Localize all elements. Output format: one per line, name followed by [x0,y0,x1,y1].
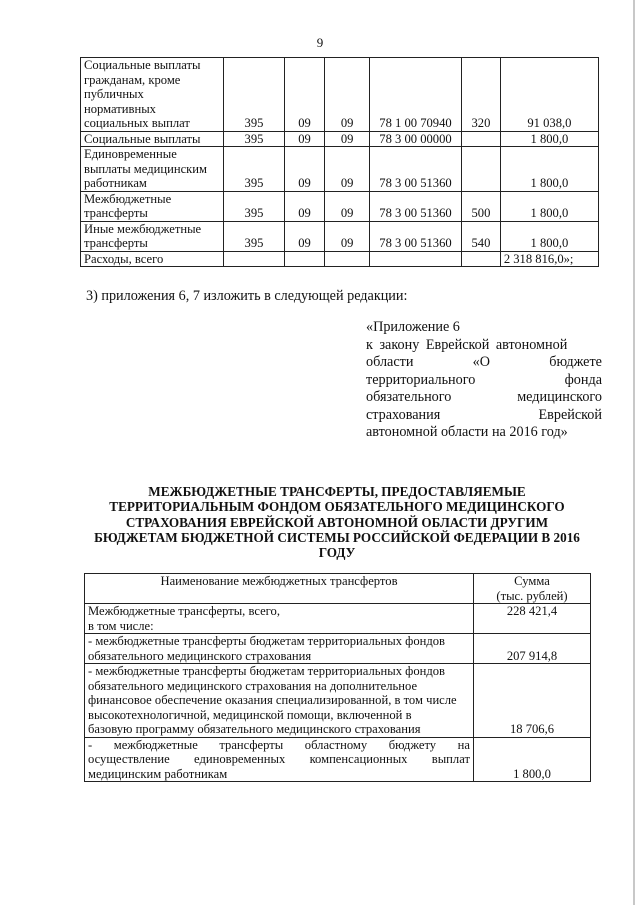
word: межбюджетные [113,737,198,752]
transfer-name-line: в том числе: [88,618,154,633]
section-code: 09 [284,147,325,192]
appendix-word: Еврейской [538,406,602,423]
total-label: Расходы, всего [81,251,224,267]
word: областному [304,737,368,752]
row-name-line: выплаты медицинским [84,161,207,176]
row-name [81,191,224,221]
appendix-word: фонда [564,371,602,388]
transfer-name-line [88,738,470,753]
transfer-name [85,737,474,782]
row-name-line: публичных [84,87,144,101]
appendix-word: области [366,354,414,370]
empty-cell [369,251,461,267]
subsection-code: 09 [325,147,370,192]
row-name-line: Социальные выплаты [84,131,201,146]
appendix-line [366,389,602,407]
transfer-name [85,604,474,634]
appendix-heading [366,319,602,442]
admin-code: 395 [224,147,284,192]
expense-type-code: 540 [462,221,501,251]
table-row [81,221,599,251]
expense-type-code: 320 [462,58,501,132]
appendix-word: обязательного [366,389,452,405]
appendix-word: «О [472,354,491,370]
empty-cell [224,251,284,267]
word: осуществление [88,752,170,766]
amount: 1 800,0 [500,221,598,251]
table-row [81,58,599,132]
subsection-code: 09 [325,58,370,132]
appendix-word: страхования [366,406,441,423]
expense-type-code: 500 [462,191,501,221]
admin-code: 395 [224,58,284,132]
target-code: 78 1 00 70940 [369,58,461,132]
transfer-name [85,634,474,664]
transfer-name-line: высокотехнологичной, медицинской помощи, включенной в [88,707,412,722]
header-sum-unit: (тыс. рублей) [496,588,568,603]
appendix-line [366,407,602,425]
row-name-line: трансферты [84,236,148,250]
empty-cell [284,251,325,267]
header-sum [474,574,591,604]
scan-edge-line [633,0,635,905]
total-row [81,251,599,267]
section-title [84,484,590,560]
transfer-amount: 228 421,4 [474,604,591,634]
amount: 1 800,0 [500,147,598,192]
word: - [88,737,93,752]
section-code: 09 [284,191,325,221]
row-name-line: нормативных [84,101,156,116]
word: выплат [431,752,470,766]
total-amount: 2 318 816,0»; [500,251,598,267]
section-code: 09 [284,131,325,147]
empty-cell [325,251,370,267]
expense-type-code [462,131,501,147]
table-row [85,604,591,634]
section-code: 09 [284,221,325,251]
appendix-word: медицинского [517,389,602,405]
page-number: 9 [316,35,324,50]
word: бюджету [388,737,437,752]
transfer-name-line: медицинским работникам [88,766,228,781]
table-row [85,737,591,782]
transfer-name-line: финансовое обеспечение оказания специализированной, в том числе [88,693,457,707]
target-code: 78 3 00 51360 [369,147,461,192]
transfer-amount: 207 914,8 [474,634,591,664]
table-row [85,634,591,664]
transfer-name-line: обязательного медицинского страхования на дополнительное [88,678,418,693]
transfer-amount: 18 706,6 [474,664,591,738]
transfer-name-line: базовую программу обязательного медицинского страхования [88,722,421,736]
row-name-line: гражданам, кроме [84,72,181,87]
section-code: 09 [284,58,325,132]
transfer-name-line [88,752,470,767]
amendment-instruction: 3) приложения 6, 7 изложить в следующей редакции: [86,288,408,304]
amount: 1 800,0 [500,131,598,147]
transfer-name-line: - межбюджетные трансферты бюджетам территориальных фондов [88,664,446,678]
target-code: 78 3 00 51360 [369,221,461,251]
row-name-line: Межбюджетные [84,191,172,206]
amount: 1 800,0 [500,191,598,221]
row-name-line: Иные межбюджетные [84,221,202,236]
row-name-line: работникам [84,176,147,190]
table-header-row [85,574,591,604]
row-name-line: Социальные выплаты [84,58,201,72]
transfer-name [85,664,474,738]
row-name-line: Единовременные [84,147,177,161]
transfer-name-line: обязательного медицинского страхования [88,648,312,663]
table-row [81,131,599,147]
amount: 91 038,0 [500,58,598,132]
appendix-line [366,337,602,355]
word: компенсационных [309,752,408,766]
appendix-title: «Приложение 6 [366,319,460,335]
subsection-code: 09 [325,221,370,251]
section-title-line: БЮДЖЕТАМ БЮДЖЕТНОЙ СИСТЕМЫ РОССИЙСКОЙ ФЕДЕРАЦИИ В 2016 [94,529,580,545]
row-name [81,131,224,147]
row-name [81,221,224,251]
appendix-word: бюджете [549,354,602,370]
section-title-line: ТЕРРИТОРИАЛЬНЫМ ФОНДОМ ОБЯЗАТЕЛЬНОГО МЕДИЦИНСКОГО [109,499,565,515]
appendix-text: к закону Еврейской автономной [366,336,568,353]
header-sum-label: Сумма [514,574,550,588]
appendix-line: автономной области на 2016 год» [366,424,568,440]
table-row [81,191,599,221]
admin-code: 395 [224,131,284,147]
row-name-line: социальных выплат [84,116,190,130]
word: на [457,737,470,752]
table-row [81,147,599,192]
table-row [85,664,591,738]
admin-code: 395 [224,221,284,251]
transfer-name-line: Межбюджетные трансферты, всего, [88,604,280,618]
empty-cell [462,251,501,267]
appendix-line [366,354,602,372]
appendix-word: территориального [366,371,476,388]
budget-expenses-table [80,57,599,267]
subsection-code: 09 [325,191,370,221]
expense-type-code [462,147,501,192]
section-title-line: МЕЖБЮДЖЕТНЫЕ ТРАНСФЕРТЫ, ПРЕДОСТАВЛЯЕМЫЕ [148,484,526,499]
transfer-amount: 1 800,0 [474,737,591,782]
transfer-name-line: - межбюджетные трансферты бюджетам территориальных фондов [88,634,446,648]
row-name [81,58,224,132]
header-name: Наименование межбюджетных трансфертов [85,574,474,604]
subsection-code: 09 [325,131,370,147]
section-title-line: ГОДУ [318,545,356,561]
transfers-table [84,573,591,782]
appendix-line [366,372,602,390]
target-code: 78 3 00 51360 [369,191,461,221]
row-name [81,147,224,192]
target-code: 78 3 00 00000 [369,131,461,147]
word: трансферты [219,737,284,752]
section-title-line: СТРАХОВАНИЯ ЕВРЕЙСКОЙ АВТОНОМНОЙ ОБЛАСТИ ДРУГИМ [125,514,549,530]
admin-code: 395 [224,191,284,221]
row-name-line: трансферты [84,206,148,220]
word: единовременных [194,752,286,766]
